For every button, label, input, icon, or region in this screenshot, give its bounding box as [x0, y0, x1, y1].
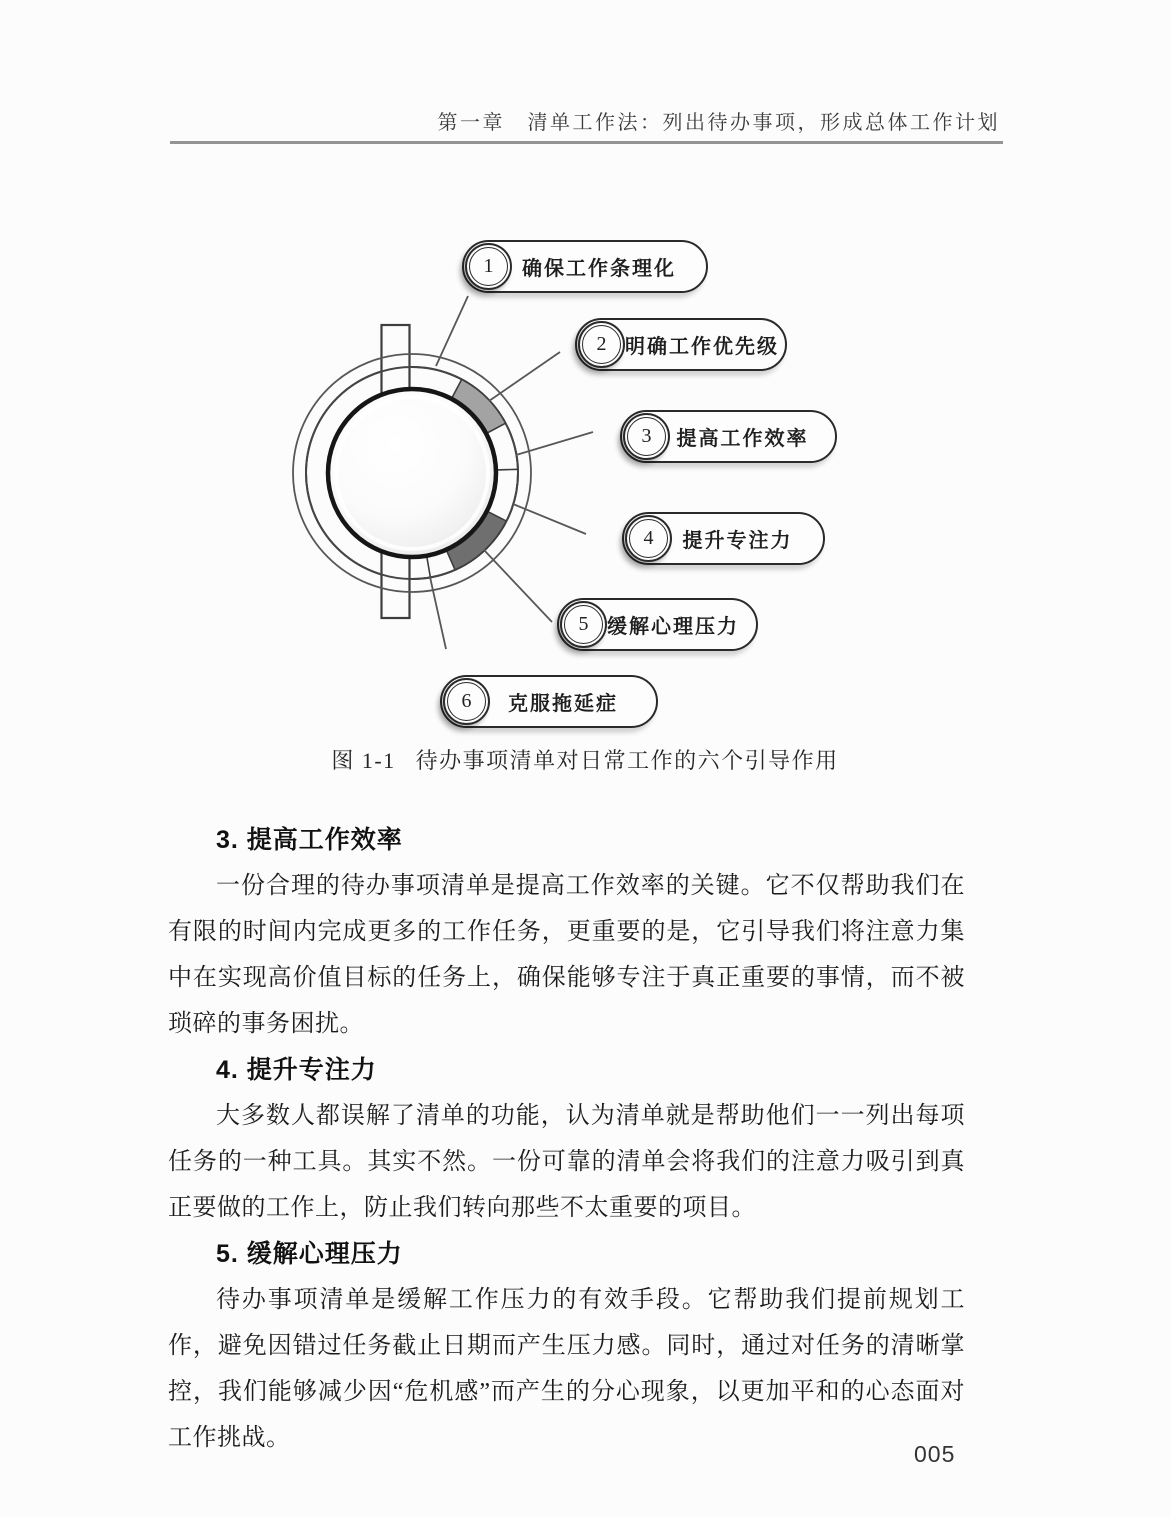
- callout-5-label: 缓解心理压力: [607, 616, 739, 638]
- callout-1-number: 1: [483, 255, 494, 277]
- section-5-paragraph: 待办事项清单是缓解工作压力的有效手段。它帮助我们提前规划工作，避免因错过任务截止日期而产生压力感。同时，通过对任务的清晰掌控，我们能够减少因“危机感”而产生的分心现象，以更加平和的心态面对工作挑战。: [168, 1287, 965, 1451]
- header-rule: [170, 141, 1003, 144]
- diagram-callout-3: [620, 410, 837, 463]
- callout-2-label: 明确工作优先级: [625, 336, 779, 358]
- diagram-callout-1: [462, 240, 708, 293]
- body-text: [168, 817, 965, 1461]
- figure-diagram: [0, 200, 1170, 740]
- callout-6-number: 6: [461, 690, 472, 712]
- diagram-callout-6: [440, 675, 658, 728]
- callout-1-number-circle: [465, 243, 512, 290]
- callout-3-number-circle: [623, 413, 670, 460]
- callout-3-label: 提高工作效率: [676, 428, 809, 450]
- page-number: 005: [914, 1441, 956, 1467]
- callout-6-number-circle: [443, 678, 490, 725]
- diagram-callout-4: [622, 512, 825, 565]
- callout-4-number-circle: [625, 515, 672, 562]
- callout-2-number: 2: [596, 333, 607, 355]
- section-5-heading: 5. 缓解心理压力: [216, 1240, 403, 1268]
- callout-5-number-circle: [560, 601, 607, 648]
- callout-5-number: 5: [578, 613, 589, 635]
- callout-4-label: 提升专注力: [682, 530, 793, 552]
- callout-3-number: 3: [641, 425, 652, 447]
- diagram-callout-5: [557, 598, 758, 651]
- diagram-callout-2: [575, 318, 787, 371]
- section-4-paragraph: 大多数人都误解了清单的功能，认为清单就是帮助他们一一列出每项任务的一种工具。其实不然。一份可靠的清单会将我们的注意力吸引到真正要做的工作上，防止我们转向那些不太重要的项目。: [168, 1103, 965, 1221]
- figure-caption: [0, 744, 1170, 775]
- section-4-heading: 4. 提升专注力: [216, 1056, 377, 1084]
- callout-6-label: 克服拖延症: [508, 693, 618, 715]
- callout-2-number-circle: [578, 321, 625, 368]
- section-3-heading: 3. 提高工作效率: [216, 826, 403, 854]
- callout-1-label: 确保工作条理化: [522, 258, 676, 280]
- chapter-header: 第一章 清单工作法：列出待办事项，形成总体工作计划: [437, 112, 1000, 134]
- callout-4-number: 4: [643, 527, 654, 549]
- section-3-paragraph: 一份合理的待办事项清单是提高工作效率的关键。它不仅帮助我们在有限的时间内完成更多的工作任务，更重要的是，它引导我们将注意力集中在实现高价值目标的任务上，确保能够专注于真正重要的事情，而不被琐碎的事务困扰。: [168, 873, 965, 1037]
- figure-caption-label: 图 1-1: [331, 748, 396, 773]
- figure-caption-text: 待办事项清单对日常工作的六个引导作用: [415, 748, 839, 773]
